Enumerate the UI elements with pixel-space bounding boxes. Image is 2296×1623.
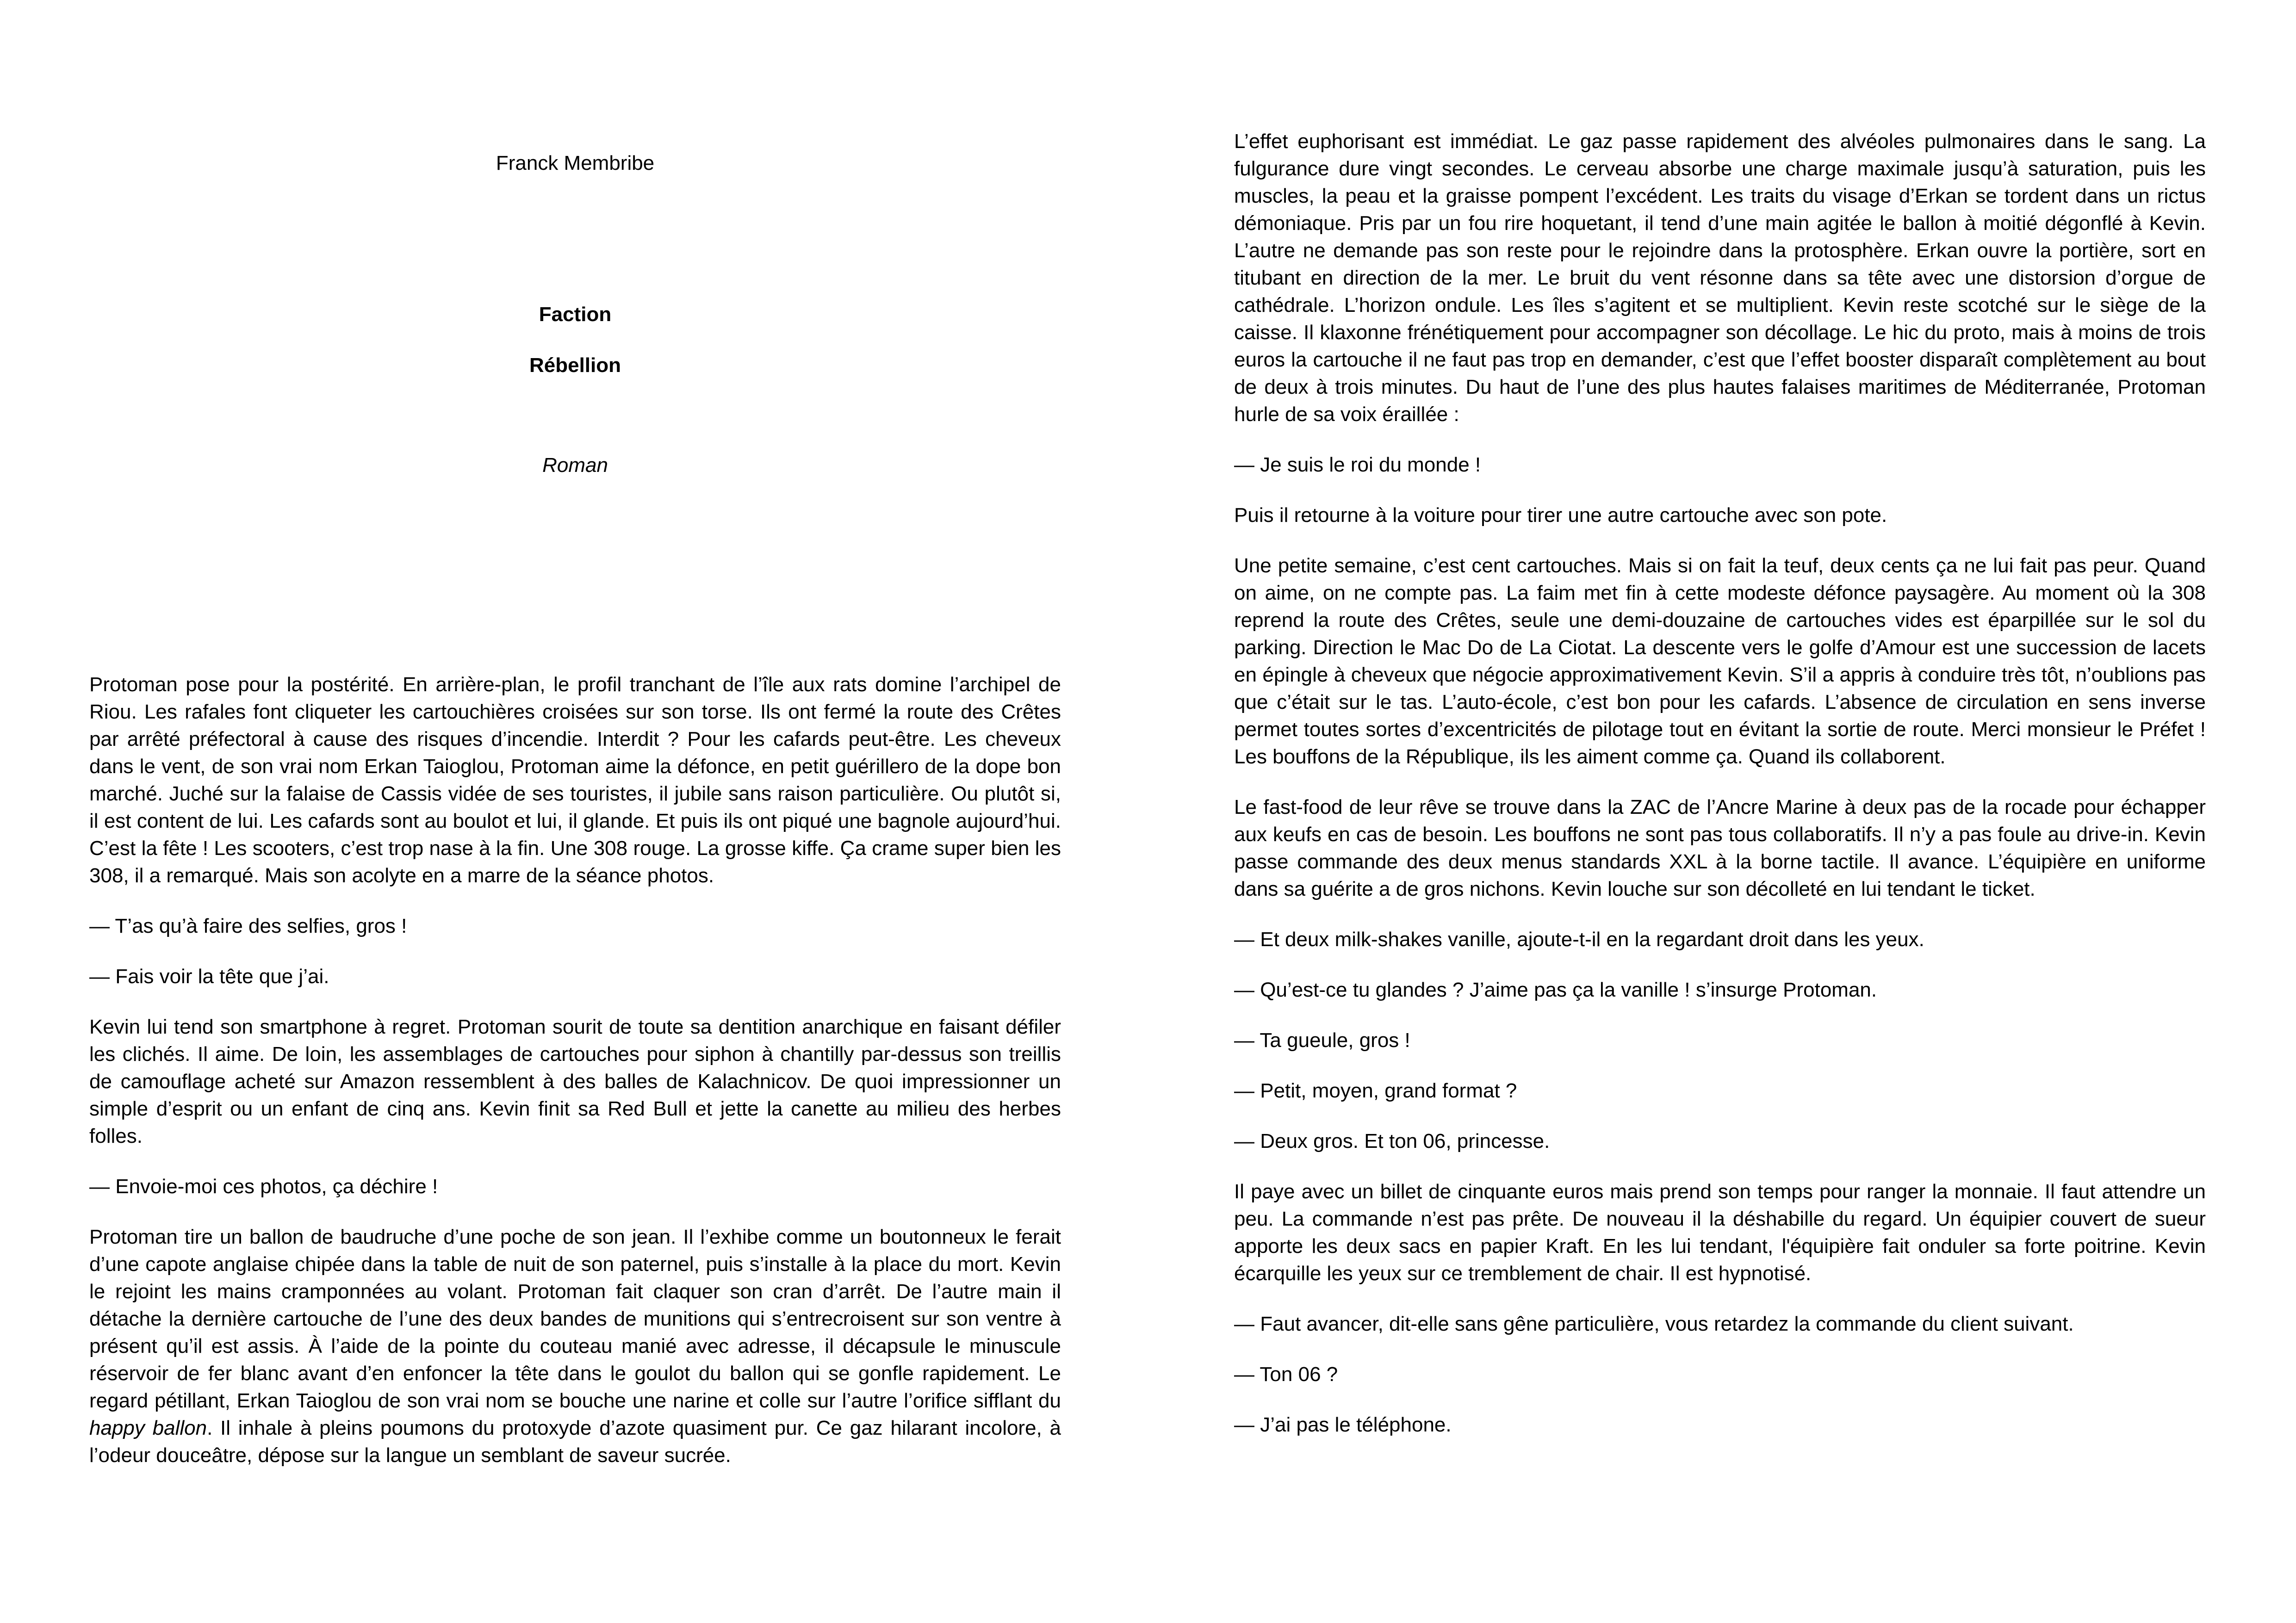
dialogue-line: — Envoie-moi ces photos, ça déchire !	[89, 1175, 438, 1198]
dialogue-line: — Je suis le roi du monde !	[1234, 453, 1481, 476]
dialogue-line: — Fais voir la tête que j’ai.	[89, 965, 329, 988]
paragraph-text: . Il inhale à pleins poumons du protoxyde d’azote quasiment pur. Ce gaz hilarant incolore, à l’odeur douceâtre, dépose sur la langue un semblant de saveur sucrée.	[89, 1417, 1061, 1467]
book-subtitle: Rébellion	[529, 354, 621, 377]
paragraph: Une petite semaine, c’est cent cartouches. Mais si on fait la teuf, deux cents ça ne lui fait pas peur. Quand on aime, on ne compte pas. La faim met fin à cette modeste défonce paysagère. Au moment où la 308 reprend la route des Crêtes, seule une demi-douzaine de cartouches vides est éparpillée sur le sol du parking. Direction le Mac Do de La Ciotat. La descente vers le golfe d’Amour est une succession de lacets en épingle à cheveux que négocie approximativement Kevin. S’il a appris à conduire très tôt, n’oublions pas que c’était sur le tas. L’auto-école, c’est bon pour les cafards. L’absence de circulation en sens inverse permet toutes sortes d’excentricités de pilotage tout en évitant la sortie de route. Merci monsieur le Préfet ! Les bouffons de la République, ils les aiment comme ça. Quand ils collaborent.	[1234, 554, 2206, 768]
paragraph: Protoman pose pour la postérité. En arrière-plan, le profil tranchant de l’île aux rats domine l’archipel de Riou. Les rafales font cliqueter les cartouchières croisées sur son torse. Ils ont fermé la route des Crêtes par arrêté préfectoral à cause des risques d’incendie. Interdit ? Pour les cafards peut-être. Les cheveux dans le vent, de son vrai nom Erkan Taioglou, Protoman aime la défonce, en petit guérillero de la dope bon marché. Juché sur la falaise de Cassis vidée de ses touristes, il jubile sans raison particulière. Ou plutôt si, il est content de lui. Les cafards sont au boulot et lui, il glande. Et puis ils ont piqué une bagnole aujourd’hui. C’est la fête ! Les scooters, c’est trop nase à la fin. Une 308 rouge. La grosse kiffe. Ça crame super bien les 308, il a remarqué. Mais son acolyte en a marre de la séance photos.	[89, 673, 1061, 887]
book-title: Faction	[539, 303, 612, 326]
right-body-text	[1234, 128, 2206, 1438]
dialogue-line: — Et deux milk-shakes vanille, ajoute-t-il en la regardant droit dans les yeux.	[1234, 928, 1924, 951]
right-page	[1148, 0, 2296, 1623]
paragraph: Puis il retourne à la voiture pour tirer une autre cartouche avec son pote.	[1234, 504, 1887, 527]
dialogue-line: — T’as qu’à faire des selfies, gros !	[89, 915, 407, 937]
dialogue-line: — Faut avancer, dit-elle sans gêne particulière, vous retardez la commande du client suivant.	[1234, 1313, 2074, 1335]
author-name: Franck Membribe	[496, 152, 655, 174]
dialogue-line: — Deux gros. Et ton 06, princesse.	[1234, 1130, 1550, 1152]
left-body-text	[89, 671, 1061, 1469]
dialogue-line: — Petit, moyen, grand format ?	[1234, 1079, 1517, 1102]
paragraph	[89, 1223, 1061, 1469]
dialogue-line: — Qu’est-ce tu glandes ? J’aime pas ça la vanille ! s’insurge Protoman.	[1234, 979, 1877, 1001]
dialogue-line: — Ta gueule, gros !	[1234, 1029, 1410, 1052]
book-genre: Roman	[542, 454, 608, 477]
paragraph: Il paye avec un billet de cinquante euros mais prend son temps pour ranger la monnaie. Il faut attendre un peu. La commande n’est pas prête. De nouveau il la déshabille du regard. Un équipier couvert de sueur apporte les deux sacs en papier Kraft. En les lui tendant, l'équipière fait onduler sa forte poitrine. Kevin écarquille les yeux sur ce tremblement de chair. Il est hypnotisé.	[1234, 1180, 2206, 1285]
italic-phrase: happy ballon	[89, 1417, 207, 1439]
paragraph: Le fast-food de leur rêve se trouve dans la ZAC de l’Ancre Marine à deux pas de la rocade pour échapper aux keufs en cas de besoin. Les bouffons ne sont pas tous collaboratifs. Il n’y a pas foule au drive-in. Kevin passe commande des deux menus standards XXL à la borne tactile. Il avance. L’équipière en uniforme dans sa guérite a de gros nichons. Kevin louche sur son décolleté en lui tendant le ticket.	[1234, 796, 2206, 900]
dialogue-line: — J’ai pas le téléphone.	[1234, 1413, 1452, 1436]
paragraph: L’effet euphorisant est immédiat. Le gaz passe rapidement des alvéoles pulmonaires dans le sang. La fulgurance dure vingt secondes. Le cerveau absorbe une charge maximale jusqu’à saturation, puis les muscles, la peau et la graisse pompent l’excédent. Les traits du visage d’Erkan se tordent dans un rictus démoniaque. Pris par un fou rire hoquetant, il tend d’une main agitée le ballon à moitié dégonflé à Kevin. L’autre ne demande pas son reste pour le rejoindre dans la protosphère. Erkan ouvre la portière, sort en titubant en direction de la mer. Le bruit du vent résonne dans sa tête avec une distorsion d’orgue de cathédrale. L’horizon ondule. Les îles s’agitent et se multiplient. Kevin reste scotché sur le siège de la caisse. Il klaxonne frénétiquement pour accompagner son décollage. Le hic du proto, mais à moins de trois euros la cartouche il ne faut pas trop en demander, c’est que l’effet booster disparaît complètement au bout de deux à trois minutes. Du haut de l’une des plus hautes falaises maritimes de Méditerranée, Protoman hurle de sa voix éraillée :	[1234, 130, 2206, 426]
paragraph-text: Protoman tire un ballon de baudruche d’une poche de son jean. Il l’exhibe comme un boutonneux le ferait d’une capote anglaise chipée dans la table de nuit de son paternel, puis s’installe à la place du mort. Kevin le rejoint les mains cramponnées au volant. Protoman fait claquer son cran d’arrêt. De l’autre main il détache la dernière cartouche de l’une des deux bandes de munitions qui s’entrecroisent sur son ventre à présent qu’il est assis. À l’aide de la pointe du couteau manié avec adresse, il décapsule le minuscule réservoir de fer blanc avant d’en enfoncer la tête dans le goulot du ballon qui se gonfle rapidement. Le regard pétillant, Erkan Taioglou de son vrai nom se bouche une narine et colle sur l’autre l’orifice sifflant du	[89, 1226, 1061, 1412]
paragraph: Kevin lui tend son smartphone à regret. Protoman sourit de toute sa dentition anarchique en faisant défiler les clichés. Il aime. De loin, les assemblages de cartouches pour siphon à chantilly par-dessus son treillis de camouflage acheté sur Amazon ressemblent à des balles de Kalachnicov. De quoi impressionner un simple d’esprit ou un enfant de cinq ans. Kevin finit sa Red Bull et jette la canette au milieu des herbes folles.	[89, 1016, 1061, 1147]
dialogue-line: — Ton 06 ?	[1234, 1363, 1338, 1386]
